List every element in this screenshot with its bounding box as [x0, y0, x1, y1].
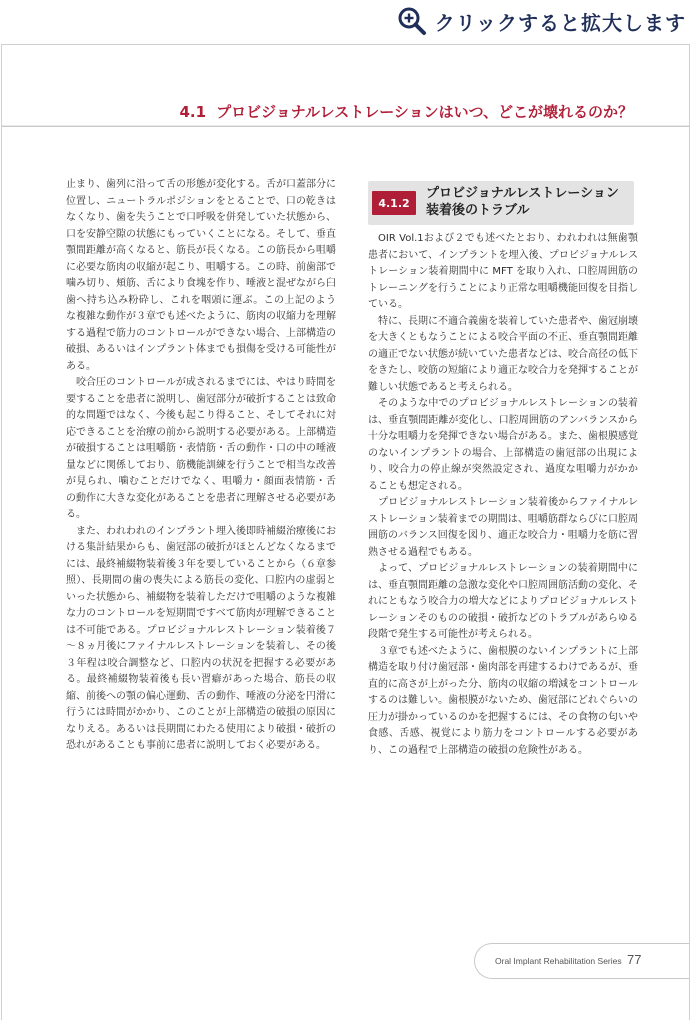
paragraph: 止まり、歯列に沿って舌の形態が変化する。舌が口蓋部分に位置し、ニュートラルポジションをとることで、口の乾きはなくなり、歯を失うことで口呼吸を併発していた状態から、口を安静空隙の状態にもっていくことになる。そして、垂直顎間距離が高くなると、筋長が長くなる。この筋長から咀嚼に必要な筋肉の収縮が起こり、咀嚼する。この時、前歯部で噛み切り、頬筋、舌により食塊を作り、唾液と混ぜながら臼歯へ持ち込み粉砕し、これを咽頭に運ぶ。この上記のような複雑な動作が３章でも述べたように、筋肉の収縮力を理解する過程で筋力のコントロールができない場合、上部構造の破損、あるいはインプラント体までも損傷を受ける可能性がある。	[66, 179, 336, 372]
paragraph: ３章でも述べたように、歯根膜のないインプラントに上部構造を取り付け歯冠部・歯肉部を再建するわけであるが、垂直的に高さが上がった分、筋肉の収縮の増減をコントロールするのは難しい。歯根膜がないため、歯冠部にどれぐらいの圧力が掛かっているのかを把握するには、その食物の匂いや食感、舌感、視覚により筋力をコントロールする必要があり、この過程で上部構造の破損の危険性がある。	[368, 645, 638, 756]
paragraph: プロビジョナルレストレーション装着後からファイナルレストレーション装着までの期間は、咀嚼筋群ならびに口腔周囲筋のバランス回復を図り、適正な咬合力・咀嚼力を筋に習熟させる過程でもある。	[368, 497, 638, 558]
section-title-text: プロビジョナルレストレーションはいつ、どこが壊れるのか？	[216, 103, 633, 121]
series-name: Oral Implant Rehabilitation Series	[495, 956, 622, 966]
section-title	[179, 101, 633, 122]
paragraph: 特に、長期に不適合義歯を装着していた患者や、歯冠崩壊を大きくともなうことによる咬合平面の不正、垂直顎間距離の適正でない状態が続いていた患者などは、咬合高径の低下をきたし、咬筋の短縮により適正な咬合力を発揮することが難しい状態であると考えられる。	[368, 315, 638, 393]
paragraph: 咬合圧のコントロールが成されるまでには、やはり時間を要することを患者に説明し、歯冠部分が破折することは致命的な問題ではなく、今後も起こり得ること、そしてそれに対応できることを治療の前から説明する必要がある。上部構造が破損することは咀嚼筋・表情筋・舌の動作・口の中の唾液量などに関係しており、筋機能訓練を行うことで相当な改善が見られ、噛むことだけでなく、咀嚼力・顔面表情筋・舌の動作に大きな変化があることを患者に理解させる必要がある。	[66, 377, 336, 520]
subsection-title: プロビジョナルレストレーション装着後のトラブル	[426, 186, 619, 218]
zoom-link[interactable]	[397, 4, 686, 38]
left-column	[66, 177, 336, 755]
right-column	[368, 231, 638, 759]
paragraph: また、われわれのインプラント埋入後即時補綴治療後における集計結果からも、歯冠部の破折がほとんどなくなるまでには、最終補綴物装着後３年を要していることから（６章参照）、長期間の歯の喪失による筋長の変化、口腔内の虚弱といった状態から、補綴物を装着しただけで咀嚼のような複雑な力のコントロールを短期間ですべて筋肉が理解できることは不可能である。プロビジョナルレストレーション装着後７～８ヵ月後にファイナルレストレーションを装着し、その後３年程は咬合調整など、口腔内の状況を把握する必要がある。最終補綴物装着後も長い習癖があった場合、筋長の収縮、前後への顎の偏心運動、舌の動作、唾液の分泌を円滑に行うには時間がかかり、このことが上部構造の破損の原因になりえる。あるいは長期間にわたる使用により破損・破折の恐れがあることも事前に患者に説明しておく必要がある。	[66, 525, 336, 751]
paragraph: そのような中でのプロビジョナルレストレーションの装着は、垂直顎間距離が変化し、口腔周囲筋のアンバランスから十分な咀嚼力を発揮できない場合がある。また、歯根膜感覚のないインプラントの場合、上部構造の歯冠部の出現により、咬合力の停止線が突然設定され、過度な咀嚼力がかかることも想定される。	[368, 398, 638, 492]
subsection-number-badge: 4.1.2	[372, 191, 416, 215]
subsection-heading	[368, 181, 634, 225]
document-page	[1, 44, 690, 1020]
page-number: 77	[627, 952, 642, 967]
page-footer	[474, 943, 690, 979]
magnifier-plus-icon	[397, 6, 427, 36]
section-number: 4.1	[179, 103, 207, 121]
paragraph: OIR Vol.1および２でも述べたとおり、われわれは無歯顎患者において、インプラントを埋入後、プロビジョナルレストレーション装着期間中に MFT を取り入れ、口腔周囲筋のトレーニングを行うことにより正常な咀嚼機能回復を目指している。	[368, 233, 638, 310]
zoom-bar	[0, 0, 692, 44]
section-rule	[2, 126, 690, 127]
section-header	[2, 101, 690, 125]
paragraph: よって、プロビジョナルレストレーションの装着期間中には、垂直顎間距離の急激な変化や口腔周囲筋活動の変化、それにともなう咬合力の増大などによりプロビジョナルレストレーションそのものの破損・破折などのトラブルがあらゆる段階で発生する可能性が考えられる。	[368, 563, 638, 640]
zoom-label: クリックすると拡大します	[434, 10, 686, 35]
